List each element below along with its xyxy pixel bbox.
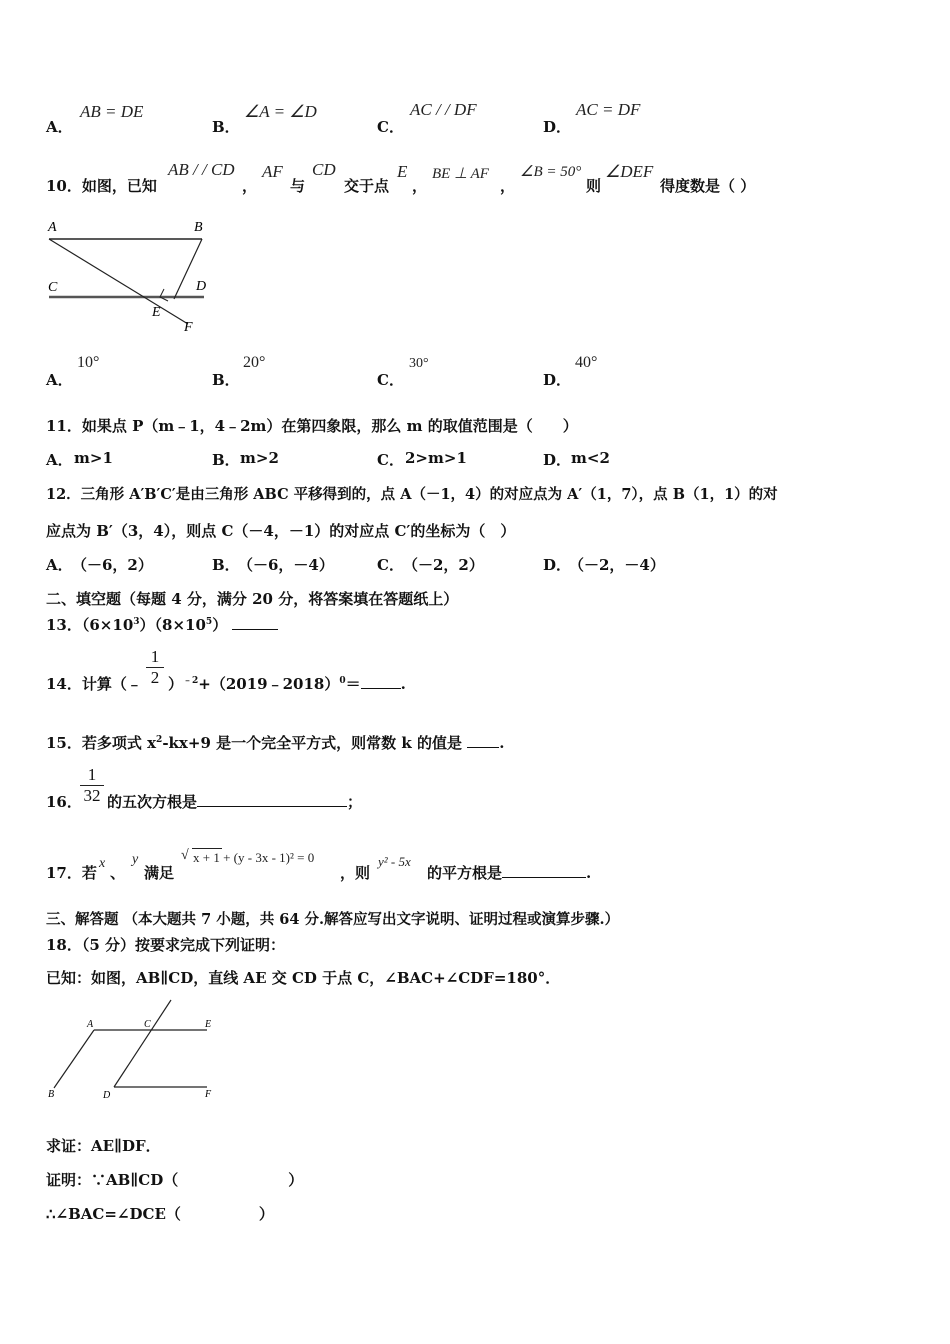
q17-var-x: x [99,856,106,871]
q10-math-1: AB / / CD [168,160,235,179]
q10-option-d-label: D． [543,371,572,389]
q17-mid: 满足 [144,864,175,882]
q17-tail: 的平方根是 [427,864,503,882]
q10-math-7: ∠DEF [605,162,654,181]
q12-option-c-label: C． [377,556,404,574]
q10-option-c-math: 30° [409,356,429,371]
q13-exp-2: 5 [205,617,213,627]
q16-answer-blank[interactable] [197,792,347,807]
q14-fraction-numerator: 1 [150,647,160,666]
q10-option-d-math: 40° [575,354,598,371]
q12-stem-line-2: 应点为 B′（3，4），则点 C（－4，－1）的对应点 C′的坐标为（ ） [46,522,516,540]
q10-label-d: D [196,279,207,294]
q18-label-d: D [103,1090,111,1101]
q16-end: ； [347,793,363,811]
q11-option-d-label: D． [543,451,572,469]
q18-proof-step-2-close: ） [258,1205,274,1223]
q12-option-d-text: （－2，－4） [569,556,665,574]
q9-option-b-label: B． [212,118,240,136]
q13-answer-blank[interactable] [232,615,278,630]
q10-label-e: E [152,305,161,320]
q18-label-e: E [205,1019,212,1030]
q10-label-c: C [48,280,58,295]
q14-end: . [400,675,406,693]
q9-option-d-math: AC = DF [576,100,641,119]
q10-sep-5: ， [500,177,516,195]
q17-then: ，则 [340,864,371,882]
q14-fraction-denominator: 2 [146,667,164,688]
q18-proof-step-1-text: 证明：∵AB∥CD（ [46,1171,179,1189]
q9-option-c-label: C． [377,118,404,136]
q16-fraction [80,765,104,806]
section-2-heading: 二、填空题（每题 4 分，满分 20 分，将答案填在答题纸上） [46,590,459,608]
q10-sep-4: ， [412,177,428,195]
q11-option-c-label: C． [377,451,404,469]
q16-rest [107,791,362,812]
q18-label-c: C [144,1019,151,1030]
q14-suffix: ＝ [345,675,361,693]
q17-sqrt-sign: √ [181,848,189,863]
q9-option-d-label: D． [543,118,572,136]
q15-exp: 2 [156,735,163,745]
q13-exp-1: 3 [133,617,140,627]
q18-line-cd [114,1000,171,1087]
q11-option-b-label: B． [212,451,240,469]
q14-answer-blank[interactable] [361,674,401,689]
q10-math-2: AF [262,162,283,181]
q18-proof-step-2-text: ∴∠BAC=∠DCE（ [46,1205,181,1223]
q10-sep-1: ， [242,177,258,195]
q11-option-c-text: 2>m>1 [405,449,467,467]
q10-label-a: A [48,220,57,235]
q18-stem: 18．（5 分）按要求完成下列证明： [46,936,286,954]
q18-label-b: B [48,1089,55,1100]
q18-figure [44,996,224,1106]
q10-option-b-math: 20° [243,354,266,371]
q9-option-b-math: ∠A = ∠D [244,102,317,121]
q11-option-d-text: m<2 [571,449,610,467]
q10-number: 10．如图，已知 [46,177,157,195]
q15 [46,732,504,753]
q12-option-d-label: D． [543,556,572,574]
q14-rest: ）$^{﹣2}$+（2019﹣2018）$^0$＝ . [168,675,406,693]
q10-option-b-label: B． [212,371,240,389]
q15-prefix: 15．若多项式 x [46,734,157,752]
q17-end: . [586,864,592,882]
q12-option-a-label: A． [46,556,73,574]
q10-math-6: ∠B = 50° [520,164,582,180]
q13 [46,614,278,635]
q18-proof-step-2 [46,1203,274,1224]
q10-figure [40,212,230,338]
q13-suffix: ） [212,616,228,634]
q13-mid: ）（8×10 [139,616,206,634]
q10-option-a-label: A． [46,371,73,389]
q12-option-b-label: B． [212,556,240,574]
q17-tail-group [427,862,591,883]
q15-answer-blank[interactable] [467,733,499,748]
q11-option-b-text: m>2 [240,449,279,467]
q16-prefix: 16． [46,793,82,811]
q12-option-a-text: （－6，2） [72,556,153,574]
q15-end: . [499,734,505,752]
q17-expression: y² - 5x [378,854,411,869]
section-3-heading: 三、解答题 （本大题共 7 小题，共 64 分.解答应写出文字说明、证明过程或演算步骤.） [46,911,620,928]
q12-option-c-text: （－2，2） [403,556,484,574]
q10-label-b: B [194,220,203,235]
q17-prefix: 17．若 [46,864,97,882]
q18-proof-step-1 [46,1169,303,1190]
q18-prove: 求证：AE∥DF． [46,1137,161,1155]
q11-option-a-text: m>1 [74,449,113,467]
q14-exp-2: 0 [339,676,346,686]
q10-sep-7: 得度数是（ ） [660,177,756,195]
q14-exp: ﹣2 [183,676,199,686]
q16-fraction-denominator: 32 [80,785,104,806]
q17-sep: 、 [110,864,126,882]
q10-math-5: BE ⊥ AF [432,166,489,182]
q12-stem-line-1: 12．三角形 A′B′C′是由三角形 ABC 平移得到的，点 A（－1，4）的对应点为 A′（1，7），点 B（1，1）的对 [46,486,778,503]
q18-proof-step-1-close: ） [288,1171,304,1189]
q10-line-af [49,239,188,324]
q15-mid: -kx+9 是一个完全平方式，则常数 k 的值是 [162,734,462,752]
q13-prefix: 13．（6×10 [46,616,134,634]
q14-mid: +（2019﹣2018） [198,675,340,693]
q11-stem: 11．如果点 P（m﹣1，4﹣2m）在第四象限，那么 m 的取值范围是（ ） [46,417,578,435]
q17-answer-blank[interactable] [502,863,586,878]
q10-option-c-label: C． [377,371,404,389]
q9-option-a-math: AB = DE [80,102,144,121]
q16-fraction-numerator: 1 [87,765,97,784]
q10-math-4: E [397,162,408,181]
q14-prefix: 14．计算（﹣ [46,675,142,693]
q11-option-a-label: A． [46,451,73,469]
q18-line-ab [54,1030,94,1088]
q18-label-a: A [87,1019,94,1030]
q10-math-3: CD [312,160,336,179]
q14-fraction [146,647,164,688]
q17-sqrt-bar [192,848,222,849]
q10-sep-2: 与 [290,177,306,195]
q16-mid: 的五次方根是 [107,793,198,811]
q17-var-y: y [132,852,139,867]
q12-option-b-text: （－6，－4） [238,556,334,574]
q10-sep-3: 交于点 [344,177,390,195]
q18-label-f: F [205,1089,212,1100]
q10-option-a-math: 10° [77,354,100,371]
q9-option-c-math: AC / / DF [410,100,477,119]
q10-sep-6: 则 [586,177,602,195]
q17-equation: x + 1 + (y - 3x - 1)² = 0 [193,850,315,865]
q9-option-a-label: A． [46,118,73,136]
q10-label-f: F [184,320,193,335]
q18-given: 已知：如图，AB∥CD，直线 AE 交 CD 于点 C，∠BAC+∠CDF=180°． [46,969,561,987]
q10-right-angle-mark [160,289,168,301]
